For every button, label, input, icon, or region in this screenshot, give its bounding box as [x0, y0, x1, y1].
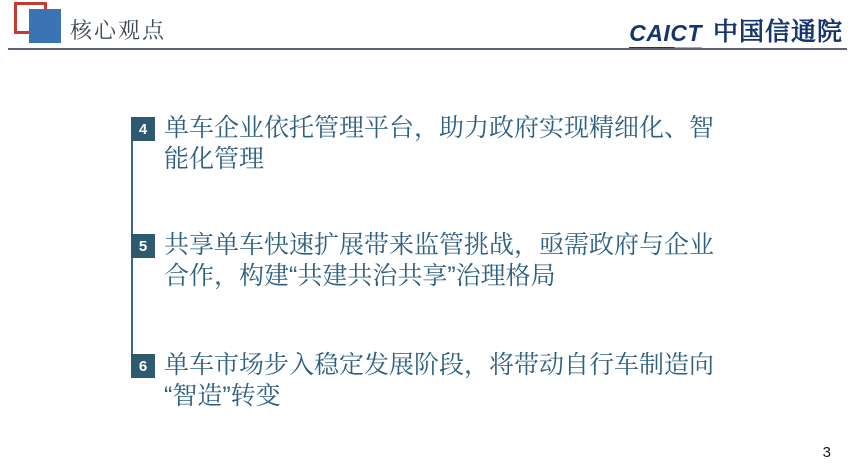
item-number-badge: 4	[131, 117, 155, 141]
list-item-6	[131, 350, 729, 412]
header-deco-blue-square	[29, 9, 61, 43]
item-text	[164, 350, 729, 412]
page-number: 3	[822, 444, 831, 461]
item-text-line: “智造”转变	[164, 382, 281, 410]
item-text-line: 合作，构建“共建共治共享”治理格局	[164, 262, 556, 290]
caict-logo-chinese-text: 中国信通院	[712, 18, 843, 46]
item-number-badge: 6	[131, 354, 155, 378]
caict-logo	[629, 19, 843, 50]
item-text-line: 共享单车快速扩展带来监管挑战，亟需政府与企业	[164, 231, 715, 259]
caict-logo-latin-block	[629, 19, 702, 50]
item-text-line: 能化管理	[164, 145, 265, 173]
item-text	[164, 230, 729, 292]
header-divider-line	[8, 48, 847, 50]
item-number-badge: 5	[131, 234, 155, 258]
page-title: 核心观点	[70, 18, 167, 43]
caict-logo-latin-text: CAICT	[629, 20, 702, 46]
item-text-line: 单车企业依托管理平台，助力政府实现精细化、智	[164, 114, 715, 142]
list-item-4	[131, 113, 729, 175]
item-text	[164, 113, 729, 175]
item-text-line: 单车市场步入稳定发展阶段，将带动自行车制造向	[164, 351, 715, 379]
list-item-5	[131, 230, 729, 292]
